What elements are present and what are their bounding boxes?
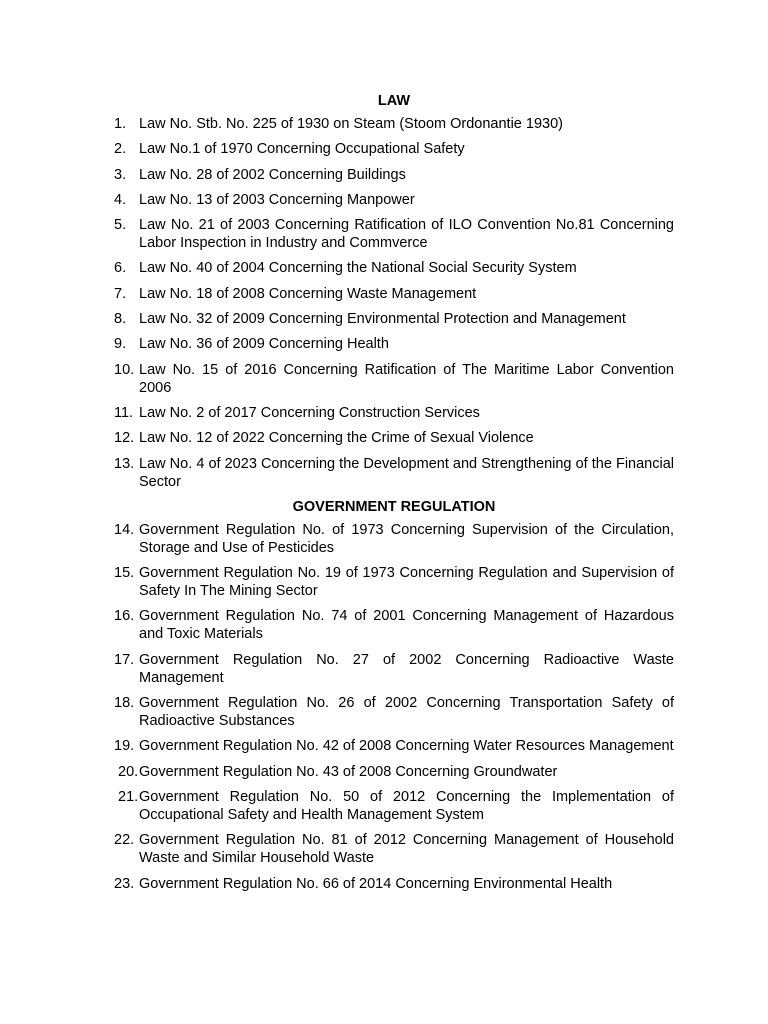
list-item <box>114 361 674 397</box>
government-regulation-list <box>114 521 674 893</box>
item-text: Law No. 28 of 2002 Concerning Buildings <box>139 166 406 183</box>
item-number: 7. <box>114 285 127 302</box>
item-number: 16. <box>114 608 135 625</box>
list-item <box>114 166 674 184</box>
list-item <box>114 310 674 328</box>
list-item <box>114 404 674 422</box>
item-text: Law No. Stb. No. 225 of 1930 on Steam (Stoom Ordonantie 1930) <box>139 116 563 132</box>
list-item <box>114 831 674 867</box>
item-text: Government Regulation No. 27 of 2002 Concerning Radioactive Waste Management <box>139 651 674 686</box>
item-number: 23. <box>114 875 135 892</box>
item-number: 1. <box>114 116 127 132</box>
item-number: 5. <box>114 217 127 234</box>
item-text: Law No. 2 of 2017 Concerning Construction Services <box>139 404 480 421</box>
item-text: Government Regulation No. 50 of 2012 Concerning the Implementation of Occupational Safety and Health Management System <box>139 788 674 823</box>
list-item <box>114 191 674 209</box>
list-item <box>114 694 674 730</box>
list-item <box>114 335 674 353</box>
list-item <box>114 285 674 303</box>
item-text: Law No. 13 of 2003 Concerning Manpower <box>139 191 415 208</box>
item-text: Government Regulation No. 66 of 2014 Concerning Environmental Health <box>139 875 613 892</box>
list-item <box>114 788 674 824</box>
item-number: 12. <box>114 430 135 447</box>
item-number: 10. <box>114 361 135 378</box>
list-item <box>114 651 674 687</box>
item-number: 13. <box>114 455 135 472</box>
item-number: 22. <box>114 832 135 849</box>
item-text: Government Regulation No. 42 of 2008 Concerning Water Resources Management <box>139 738 674 755</box>
item-text: Law No. 12 of 2022 Concerning the Crime of Sexual Violence <box>139 430 534 447</box>
item-number: 20. <box>118 763 139 780</box>
item-text: Government Regulation No. 26 of 2002 Concerning Transportation Safety of Radioactive Substances <box>139 695 674 730</box>
item-number: 8. <box>114 311 127 328</box>
item-number: 4. <box>114 191 127 208</box>
item-number: 3. <box>114 166 127 183</box>
list-item <box>114 140 674 158</box>
list-item <box>114 429 674 447</box>
item-number: 14. <box>114 521 135 538</box>
item-text: Government Regulation No. of 1973 Concerning Supervision of the Circulation, Storage and Use of Pesticides <box>139 521 674 556</box>
government-regulation-heading: GOVERNMENT REGULATION <box>292 498 496 515</box>
list-item <box>114 875 674 893</box>
item-number: 18. <box>114 695 135 712</box>
item-number: 15. <box>114 565 135 582</box>
item-number: 21. <box>118 788 139 805</box>
item-text: Law No. 40 of 2004 Concerning the National Social Security System <box>139 260 577 277</box>
item-text: Law No. 15 of 2016 Concerning Ratification of The Maritime Labor Convention 2006 <box>139 361 674 396</box>
item-text: Law No. 4 of 2023 Concerning the Development and Strengthening of the Financial Sector <box>139 455 674 490</box>
list-item <box>114 521 674 557</box>
list-item <box>114 115 674 133</box>
item-number: 9. <box>114 336 127 353</box>
item-number: 19. <box>114 738 135 755</box>
list-item <box>114 259 674 277</box>
item-text: Law No. 18 of 2008 Concerning Waste Management <box>139 285 477 302</box>
law-heading: LAW <box>377 93 411 109</box>
item-text: Government Regulation No. 81 of 2012 Concerning Management of Household Waste and Similar Household Waste <box>139 832 674 867</box>
document-page <box>114 92 674 900</box>
item-text: Government Regulation No. 43 of 2008 Concerning Groundwater <box>139 763 558 780</box>
law-list <box>114 115 674 491</box>
item-text: Law No. 32 of 2009 Concerning Environmental Protection and Management <box>139 311 626 328</box>
item-number: 2. <box>114 141 127 158</box>
item-text: Government Regulation No. 19 of 1973 Concerning Regulation and Supervision of Safety In The Mining Sector <box>139 565 674 600</box>
item-text: Government Regulation No. 74 of 2001 Concerning Management of Hazardous and Toxic Materials <box>139 608 674 643</box>
item-text: Law No.1 of 1970 Concerning Occupational Safety <box>139 141 465 158</box>
list-item <box>114 763 674 781</box>
list-item <box>114 455 674 491</box>
list-item <box>114 737 674 755</box>
list-item <box>114 216 674 252</box>
item-number: 6. <box>114 260 127 277</box>
list-item <box>114 564 674 600</box>
list-item <box>114 607 674 643</box>
item-text: Law No. 21 of 2003 Concerning Ratification of ILO Convention No.81 Concerning Labor Inspection in Industry and Commverce <box>139 217 674 252</box>
item-text: Law No. 36 of 2009 Concerning Health <box>139 336 389 353</box>
item-number: 17. <box>114 651 135 668</box>
item-number: 11. <box>114 404 134 421</box>
